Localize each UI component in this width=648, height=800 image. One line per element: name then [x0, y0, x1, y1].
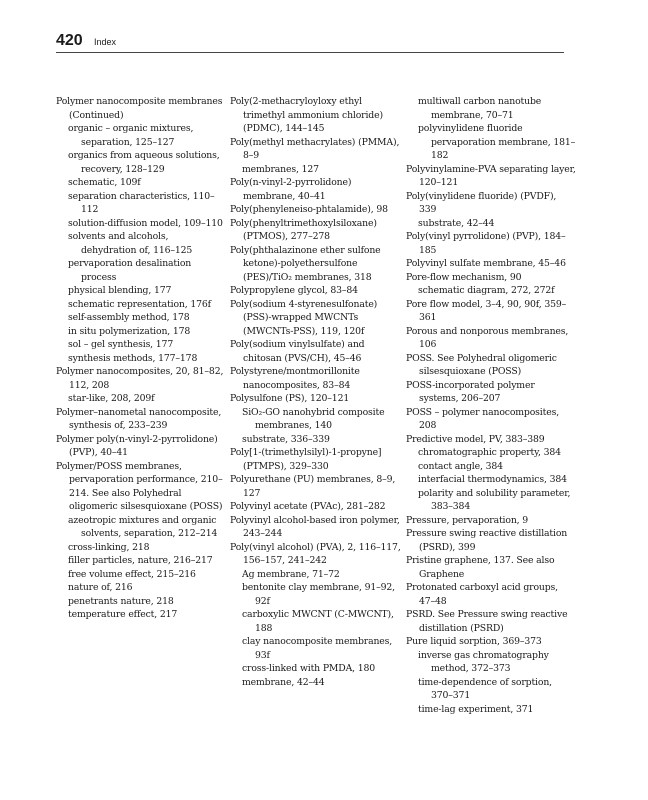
index-subentry: chromatographic property, 384 [418, 447, 561, 458]
index-subentry: organics from aqueous solutions, recovery, 128–129 [68, 150, 220, 175]
page-number: 420 [56, 32, 83, 49]
index-subentry: cross-linked with PMDA, 180 [242, 663, 376, 674]
index-column-1 [56, 95, 224, 622]
index-entry: Polymer poly(n-vinyl-2-pyrrolidone) (PVP), 40–41 [56, 433, 218, 458]
index-subentry: membrane, 42–44 [242, 676, 325, 688]
index-entry: Poly(sodium 4-styrenesulfonate) (PSS)-wrapped MWCNTs (MWCNTs-PSS), 119, 120f [230, 298, 378, 337]
index-subentry: multiwall carbon nanotube membrane, 70–71 [418, 96, 542, 121]
index-subentry: time-lag experiment, 371 [418, 703, 534, 715]
index-subentry: interfacial thermodynamics, 384 [418, 474, 567, 485]
index-entry: Poly(2-methacryloyloxy ethyl trimethyl ammonium chloride) (PDMC), 144–145 [230, 96, 383, 134]
index-entry: Poly(vinylidene fluoride) (PVDF), 339 [406, 190, 557, 215]
index-entry: Poly(vinyl alcohol) (PVA), 2, 116–117, 156–157, 241–242 [230, 541, 401, 566]
page-header [56, 32, 564, 54]
index-subentry: substrate, 42–44 [418, 217, 495, 229]
index-column-2 [230, 95, 405, 689]
index-entry: Polymer nanocomposites, 20, 81–82, 112, 208 [56, 366, 224, 391]
index-entry: POSS. See Polyhedral oligomeric silsesquioxane (POSS) [406, 352, 557, 377]
index-subentry: polyvinylidene fluoride pervaporation membrane, 181–182 [418, 123, 576, 161]
index-column-3 [406, 95, 576, 716]
index-subentry: free volume effect, 215–216 [68, 568, 196, 580]
index-entry: Polypropylene glycol, 83–84 [230, 285, 358, 296]
index-entry: PSRD. See Pressure swing reactive distillation (PSRD) [406, 609, 568, 634]
index-entry: Poly(phenyleneiso-phtalamide), 98 [230, 204, 388, 215]
index-entry: Polymer–nanometal nanocomposite, synthesis of, 233–239 [56, 406, 222, 431]
index-entry: Pore-flow mechanism, 90 [406, 271, 522, 283]
index-subentry: temperature effect, 217 [68, 609, 178, 620]
index-subentry: SiO₂-GO nanohybrid composite membranes, 140 [242, 406, 385, 431]
index-entry: Poly(n-vinyl-2-pyrrolidone) membrane, 40–41 [230, 177, 352, 202]
index-subentry: schematic diagram, 272, 272f [418, 285, 555, 296]
index-subentry: in situ polymerization, 178 [68, 325, 191, 337]
index-subentry: membranes, 127 [242, 163, 319, 175]
index-entry: Pressure swing reactive distillation (PSRD), 399 [406, 528, 568, 553]
index-subentry: solution-diffusion model, 109–110 [68, 217, 223, 229]
index-entry: Polyurethane (PU) membranes, 8–9, 127 [230, 474, 396, 499]
index-entry: Polymer nanocomposite membranes (Continued) [56, 96, 223, 121]
index-entry: Protonated carboxyl acid groups, 47–48 [406, 582, 558, 607]
index-subentry: contact angle, 384 [418, 460, 503, 472]
index-subentry: filler particles, nature, 216–217 [68, 555, 213, 566]
index-subentry: polarity and solubility parameter, 383–384 [418, 487, 571, 512]
index-subentry: azeotropic mixtures and organic solvents, separation, 212–214 [68, 514, 218, 539]
index-entry: Poly(phthalazinone ether sulfone ketone)-polyethersulfone (PES)/TiO₂ membranes, 318 [230, 244, 381, 283]
section-title: Index [94, 37, 117, 47]
index-subentry: substrate, 336–339 [242, 433, 330, 445]
index-subentry: solvents and alcohols, dehydration of, 116–125 [68, 231, 193, 256]
index-subentry: nature of, 216 [68, 582, 133, 593]
index-subentry: schematic representation, 176f [68, 298, 211, 310]
index-subentry: Ag membrane, 71–72 [242, 568, 340, 580]
index-entry: Poly(methyl methacrylates) (PMMA), 8–9 [230, 136, 400, 161]
index-subentry: inverse gas chromatography method, 372–373 [418, 649, 549, 674]
index-subentry: synthesis methods, 177–178 [68, 352, 198, 364]
index-entry: Pore flow model, 3–4, 90, 90f, 359–361 [406, 298, 567, 323]
index-entry: Porous and nonporous membranes, 106 [406, 325, 569, 350]
index-entry: Poly(vinyl pyrrolidone) (PVP), 184–185 [406, 231, 566, 256]
index-entry: Poly(phenyltrimethoxylsiloxane) (PTMOS), 277–278 [230, 217, 377, 242]
index-subentry: schematic, 109f [68, 177, 141, 188]
index-entry: Polyvinylamine-PVA separating layer, 120–121 [406, 163, 576, 188]
index-subentry: self-assembly method, 178 [68, 312, 190, 323]
index-entry: Poly[1-(trimethylsilyl)-1-propyne] (PTMPS), 329–330 [230, 447, 382, 472]
index-subentry: physical blending, 177 [68, 285, 172, 296]
header-rule [56, 52, 564, 53]
index-subentry: separation characteristics, 110–112 [68, 190, 215, 215]
index-entry: Polystyrene/montmorillonite nanocomposites, 83–84 [230, 366, 360, 391]
index-subentry: time-dependence of sorption, 370–371 [418, 676, 552, 701]
index-entry: POSS-incorporated polymer systems, 206–207 [406, 379, 535, 404]
index-subentry: penetrants nature, 218 [68, 595, 174, 607]
index-entry: Pure liquid sorption, 369–373 [406, 636, 542, 647]
index-subentry: bentonite clay membrane, 91–92, 92f [242, 582, 395, 607]
index-entry: Pristine graphene, 137. See also Graphene [406, 555, 555, 580]
index-subentry: cross-linking, 218 [68, 541, 150, 553]
index-subentry: pervaporation desalination process [68, 258, 192, 283]
index-subentry: carboxylic MWCNT (C-MWCNT), 188 [242, 609, 394, 634]
index-subentry: star-like, 208, 209f [68, 393, 155, 404]
index-subentry: organic – organic mixtures, separation, 125–127 [68, 123, 194, 148]
index-entry: Predictive model, PV, 383–389 [406, 433, 545, 445]
index-entry: Pressure, pervaporation, 9 [406, 514, 529, 526]
index-subentry: sol – gel synthesis, 177 [68, 339, 174, 350]
index-entry: Polyvinyl acetate (PVAc), 281–282 [230, 501, 386, 512]
index-entry: Polyvinyl alcohol-based iron polymer, 243–244 [230, 514, 400, 539]
index-entry: POSS – polymer nanocomposites, 208 [406, 406, 559, 431]
index-entry: Poly(sodium vinylsulfate) and chitosan (PVS/CH), 45–46 [230, 339, 365, 364]
index-subentry: clay nanocomposite membranes, 93f [242, 636, 393, 661]
index-entry: Polymer/POSS membranes, pervaporation performance, 210–214. See also Polyhedral oligomeric silsesquioxane (POSS) [56, 460, 223, 512]
index-entry: Polysulfone (PS), 120–121 [230, 393, 350, 404]
index-entry: Polyvinyl sulfate membrane, 45–46 [406, 258, 566, 269]
